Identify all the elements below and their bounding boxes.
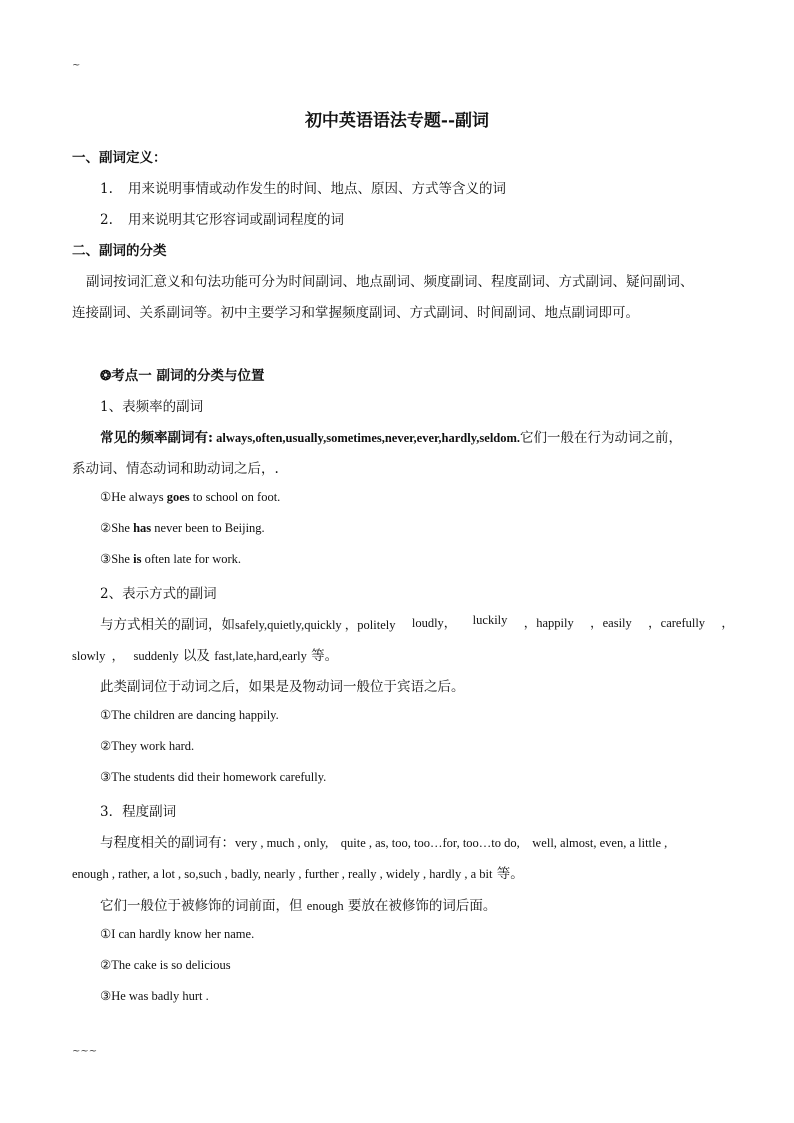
sub1-line2: 系动词、情态动词和助动词之后，. (72, 461, 279, 477)
item-number: 2. (100, 212, 113, 228)
example-verb: has (133, 521, 152, 535)
sub2-example-2: ②They work hard. (100, 739, 195, 753)
example-text: often late for work. (141, 552, 242, 566)
example-text: ①He always (100, 490, 167, 504)
connector-text: 等。 (306, 648, 339, 664)
sub3-intro: 与程度相关的副词有： (100, 835, 235, 851)
sub3-example-2: ②The cake is so delicious (100, 958, 231, 972)
example-text: ③She (100, 552, 134, 566)
section1-item-2 (100, 208, 344, 228)
sub1-example-1 (100, 489, 280, 505)
section2-para-line1: 副词按词汇意义和句法功能可分为时间副词、地点副词、频度副词、程度副词、方式副词、疑问副词、 (86, 274, 694, 290)
sub3-example-3: ③He was badly hurt . (100, 989, 209, 1003)
sub1-line1 (100, 426, 682, 446)
sub1-example-3 (100, 551, 241, 567)
section2-heading: 二、副词的分类 (72, 243, 167, 259)
adverb-list: fast,late,hard,early (214, 649, 307, 663)
rule-text: 它们一般位于被修饰的词前面，但 (100, 898, 307, 914)
sub2-title: 2、表示方式的副词 (100, 586, 217, 602)
sub3-line2 (72, 862, 524, 882)
example-text: to school on foot. (189, 490, 281, 504)
header-mark: ~ (72, 60, 81, 71)
page-title: 初中英语语法专题--副词 (304, 111, 490, 131)
sub2-intro: 与方式相关的副词，如 (100, 617, 235, 633)
section2-para-line2: 连接副词、关系副词等。初中主要学习和掌握频度副词、方式副词、时间副词、地点副词即可。 (72, 305, 639, 321)
connector-text: 以及 (178, 648, 215, 664)
section1-heading: 一、副词定义： (72, 150, 167, 166)
adverb-word: ，easily (590, 616, 632, 630)
section1-item-1 (100, 177, 506, 197)
sub1-lead: 常见的频率副词有: (100, 430, 213, 446)
connector-text: 等。 (492, 866, 524, 882)
sub1-rest: 它们一般在行为动词之前， (520, 430, 683, 446)
adverb-word: loudly， (411, 616, 457, 630)
sub2-line1 (100, 613, 734, 633)
sub2-example-1: ①The children are dancing happily. (100, 708, 279, 722)
rule-text: 要放在被修饰的词后面。 (343, 898, 497, 914)
sub3-line1 (100, 831, 667, 851)
sub3-example-1: ①I can hardly know her name. (100, 927, 255, 941)
item-text: 用来说明其它形容词或副词程度的词 (128, 212, 344, 228)
example-text: never been to Beijing. (151, 521, 265, 535)
example-text: ②She (100, 521, 134, 535)
example-verb: goes (166, 490, 190, 504)
adverb-word: ，carefully (648, 616, 706, 630)
item-text: 用来说明事情或动作发生的时间、地点、原因、方式等含义的词 (128, 181, 506, 197)
point1-heading: ❂考点一 副词的分类与位置 (100, 368, 265, 384)
sub2-rule: 此类副词位于动词之后，如果是及物动词一般位于宾语之后。 (100, 679, 465, 695)
rule-keyword: enough (306, 899, 344, 913)
sub3-rule (100, 894, 496, 914)
adverb-list: slowly ， suddenly (72, 649, 179, 663)
sub1-example-2 (100, 520, 265, 536)
item-number: 1. (100, 181, 113, 197)
adverb-word: ，happily (523, 616, 574, 630)
sub1-title: 1、表频率的副词 (100, 399, 204, 415)
sub2-line1-zh (100, 613, 396, 633)
adverb-word: luckily (472, 613, 508, 627)
sub1-adverbs: always,often,usually,sometimes,never,ever,hardly,seldom. (212, 431, 521, 445)
example-verb: is (133, 552, 142, 566)
adverb-group: safely,quietly,quickly ，politely (235, 618, 396, 632)
sub3-title: 3．程度副词 (100, 804, 177, 820)
adverb-list: enough , rather, a lot , so,such , badly, nearly , further , really , widely , hardly , a bit (72, 867, 493, 881)
adverb-list: very , much , only, quite , as, too, too…for, too…to do, well, almost, even, a little , (235, 836, 668, 850)
adverb-word: ， (721, 616, 734, 630)
sub2-example-3: ③The students did their homework carefully. (100, 770, 327, 784)
footer-mark: ~~~ (72, 1046, 98, 1057)
sub2-line2 (72, 644, 338, 664)
